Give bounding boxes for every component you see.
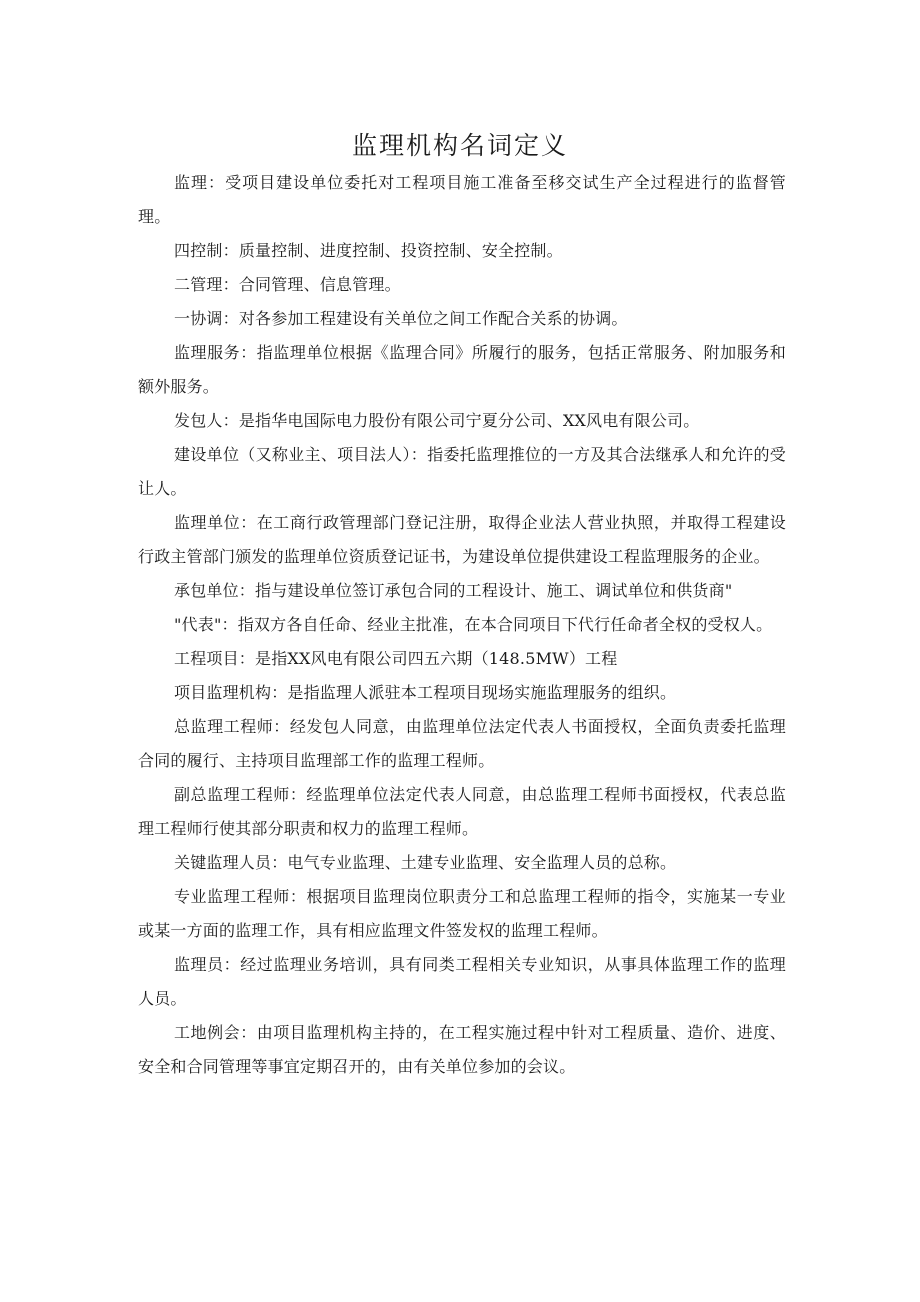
definition-term: 一协调： xyxy=(174,309,239,328)
definition-term: 二管理： xyxy=(174,275,239,294)
definition-term: "代表"： xyxy=(174,615,238,634)
definition-term: 监理员： xyxy=(174,955,241,974)
definition-text: 经发包人同意，由监理单位法定代表人书面授权，全面负责委托监理合同的履行、主持项目监理部工作的监理工程师。 xyxy=(138,717,786,770)
definition-text: 电气专业监理、土建专业监理、安全监理人员的总称。 xyxy=(287,853,677,872)
definition-item xyxy=(138,778,786,846)
definition-term: 关键监理人员： xyxy=(174,853,288,872)
definition-term: 工地例会： xyxy=(174,1023,257,1042)
definition-item xyxy=(138,846,786,880)
definition-text: 质量控制、进度控制、投资控制、安全控制。 xyxy=(238,241,563,260)
definition-item xyxy=(138,336,786,404)
definition-text: 是指华电国际电力股份有限公司宁夏分公司、XX风电有限公司。 xyxy=(238,411,700,430)
definition-text: 根据项目监理岗位职责分工和总监理工程师的指令，实施某一专业或某一方面的监理工作，具有相应监理文件签发权的监理工程师。 xyxy=(138,887,786,940)
definition-item xyxy=(138,676,786,710)
definition-item xyxy=(138,506,786,574)
page-title: 监理机构名词定义 xyxy=(351,131,568,160)
definition-term: 专业监理工程师： xyxy=(174,887,307,906)
definition-text: 受项目建设单位委托对工程项目施工准备至移交试生产全过程进行的监督管理。 xyxy=(138,173,786,226)
definition-term: 建设单位（又称业主、项目法人）： xyxy=(174,445,428,464)
definition-text: 指监理单位根据《监理合同》所履行的服务，包括正常服务、附加服务和额外服务。 xyxy=(138,343,786,396)
definition-term: 工程项目： xyxy=(174,649,256,668)
definition-term: 监理： xyxy=(174,173,226,192)
definition-item xyxy=(138,948,786,1016)
definition-text: 经过监理业务培训，具有同类工程相关专业知识，从事具体监理工作的监理人员。 xyxy=(138,955,786,1008)
definition-term: 承包单位： xyxy=(174,581,256,600)
definition-item xyxy=(138,710,786,778)
definition-term: 项目监理机构： xyxy=(174,683,288,702)
definition-item xyxy=(138,642,786,676)
definition-item xyxy=(138,268,786,302)
definition-text: 在工商行政管理部门登记注册，取得企业法人营业执照，并取得工程建设行政主管部门颁发的监理单位资质登记证书，为建设单位提供建设工程监理服务的企业。 xyxy=(138,513,786,566)
definition-text: 由项目监理机构主持的，在工程实施过程中针对工程质量、造价、进度、安全和合同管理等事宜定期召开的，由有关单位参加的会议。 xyxy=(138,1023,786,1076)
definition-text: 经监理单位法定代表人同意，由总监理工程师书面授权，代表总监理工程师行使其部分职责和权力的监理工程师。 xyxy=(138,785,786,838)
definition-term: 监理单位： xyxy=(174,513,257,532)
definition-item xyxy=(138,880,786,948)
definition-term: 监理服务： xyxy=(174,343,257,362)
definition-text: 指委托监理推位的一方及其合法继承人和允许的受让人。 xyxy=(138,445,787,498)
definition-item xyxy=(138,438,786,506)
definition-term: 副总监理工程师： xyxy=(174,785,307,804)
definition-text: 合同管理、信息管理。 xyxy=(238,275,401,294)
definition-item xyxy=(138,1016,786,1084)
definition-text: 指双方各自任命、经业主批准，在本合同项目下代行任命者全权的受权人。 xyxy=(237,615,773,634)
definition-term: 四控制： xyxy=(174,241,239,260)
definition-term: 发包人： xyxy=(174,411,239,430)
definition-term: 总监理工程师： xyxy=(174,717,290,736)
definition-item xyxy=(138,166,786,234)
definition-item xyxy=(138,574,786,608)
definition-text: 指与建设单位签订承包合同的工程设计、施工、调试单位和供货商" xyxy=(255,581,733,600)
definition-text: 是指监理人派驻本工程项目现场实施监理服务的组织。 xyxy=(287,683,677,702)
definition-item xyxy=(138,608,786,642)
definition-item xyxy=(138,302,786,336)
definition-text: 是指XX风电有限公司四五六期（148.5MW）工程 xyxy=(255,649,618,668)
definition-text: 对各参加工程建设有关单位之间工作配合关系的协调。 xyxy=(238,309,628,328)
definition-item xyxy=(138,404,786,438)
definitions-list xyxy=(138,166,786,1084)
definition-item xyxy=(138,234,786,268)
